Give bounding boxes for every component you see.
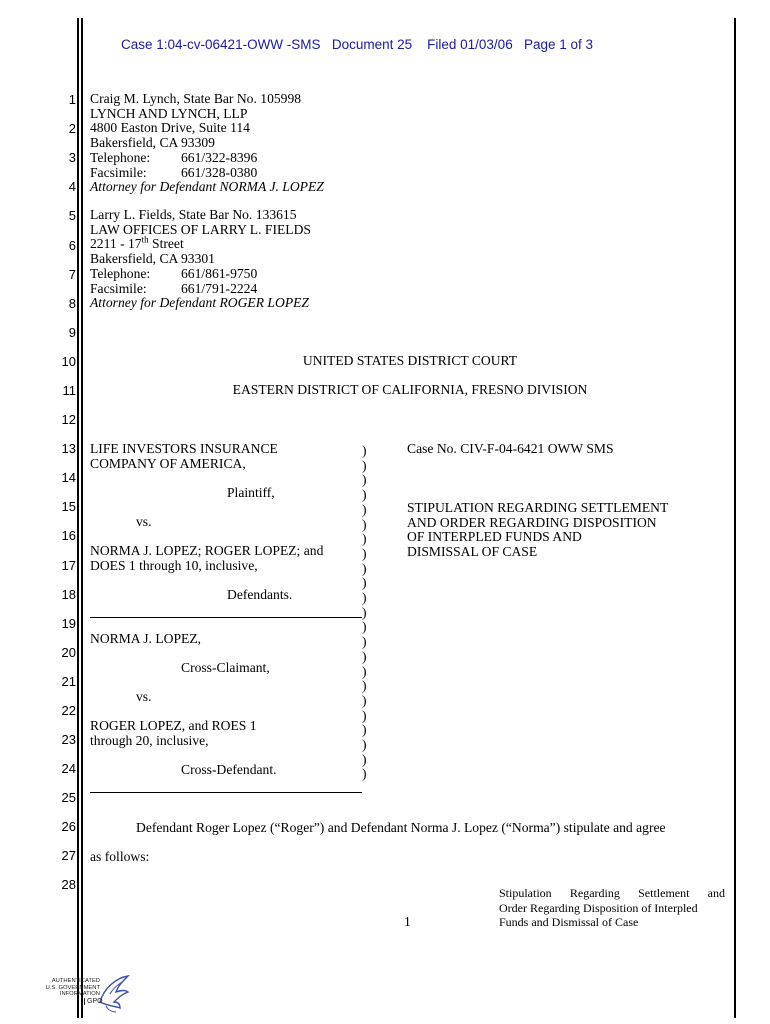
court-district: EASTERN DISTRICT OF CALIFORNIA, FRESNO DIVISION <box>232 382 588 397</box>
page-number: 1 <box>404 914 411 929</box>
seal-gpo: GPO <box>84 998 103 1005</box>
attorney-name: Craig M. Lynch, State Bar No. 105998 <box>90 91 302 106</box>
facsimile-number: 661/328-0380 <box>181 164 258 180</box>
city-address: Bakersfield, CA 93301 <box>90 251 215 267</box>
counsel-block-roger <box>90 208 311 311</box>
line-number: 23 <box>61 732 76 747</box>
document-title-line3: OF INTERPLED FUNDS AND <box>407 529 582 545</box>
case-number: Case 1:04-cv-06421-OWW -SMS <box>121 37 321 52</box>
facsimile-label: Facsimile: <box>90 164 147 180</box>
facsimile-number: 661/791-2224 <box>181 280 258 296</box>
line-number: 25 <box>61 790 76 805</box>
telephone-label: Telephone: <box>90 265 151 281</box>
versus-1: vs. <box>136 514 152 529</box>
attorney-role: Attorney for Defendant ROGER LOPEZ <box>90 295 309 311</box>
cross-claimant-name: NORMA J. LOPEZ, <box>90 631 202 646</box>
facsimile-label: Facsimile: <box>90 280 147 296</box>
line-number: 1 <box>68 92 76 107</box>
line-number: 7 <box>68 267 76 282</box>
line-number: 5 <box>68 208 76 223</box>
defendants-line2: DOES 1 through 10, inclusive, <box>90 558 258 573</box>
plaintiff-role: Plaintiff, <box>227 485 275 500</box>
document-number: Document 25 <box>331 37 413 52</box>
footer-document-title <box>499 886 725 930</box>
street-address <box>90 234 311 252</box>
line-number: 4 <box>68 179 76 194</box>
line-number: 11 <box>62 383 76 398</box>
street-address-name: Street <box>148 236 184 252</box>
body-paragraph: Defendant Roger Lopez (“Roger”) and Defendant Norma J. Lopez (“Norma”) stipulate and agree <box>136 820 666 835</box>
law-firm: LYNCH AND LYNCH, LLP <box>90 105 248 121</box>
left-margin-rule-1 <box>77 18 79 1018</box>
case-number-caption: Case No. CIV-F-04-6421 OWW SMS <box>407 441 614 456</box>
telephone-label: Telephone: <box>90 149 151 165</box>
plaintiff-name-line1: LIFE INVESTORS INSURANCE <box>90 441 278 456</box>
document-title <box>407 501 668 560</box>
footer-title-line1: Stipulation Regarding Settlement and <box>499 886 725 900</box>
line-number: 2 <box>68 121 76 136</box>
line-number: 28 <box>61 877 76 892</box>
defendants-line1: NORMA J. LOPEZ; ROGER LOPEZ; and <box>90 543 324 558</box>
gpo-authentication-seal <box>40 972 132 1016</box>
line-number: 27 <box>61 848 76 863</box>
line-number: 26 <box>61 819 76 834</box>
telephone-line <box>90 151 324 166</box>
line-number: 19 <box>61 616 76 631</box>
caption-rule-1 <box>90 617 362 618</box>
left-margin-rule-2 <box>81 18 83 1018</box>
caption-parentheses: ) ) ) ) ) ) ) ) ) ) ) ) ) ) ) ) ) ) ) ) ) ) ) <box>362 443 367 782</box>
line-number: 10 <box>61 354 76 369</box>
facsimile-line <box>90 166 324 181</box>
facsimile-line <box>90 282 311 297</box>
cross-defendant-role: Cross-Defendant. <box>181 762 277 777</box>
line-number: 22 <box>61 703 76 718</box>
seal-text <box>40 978 100 998</box>
line-number: 14 <box>61 470 76 485</box>
footer-title-line3: Funds and Dismissal of Case <box>499 915 639 929</box>
line-number: 17 <box>61 558 76 573</box>
line-number: 20 <box>61 645 76 660</box>
ordinal-suffix: th <box>141 234 149 245</box>
counsel-block-norma <box>90 92 324 195</box>
page-indicator: Page 1 of 3 <box>523 37 594 52</box>
city-address: Bakersfield, CA 93309 <box>90 135 215 151</box>
case-header <box>121 37 593 52</box>
line-number: 6 <box>68 238 76 253</box>
line-number: 16 <box>61 528 76 543</box>
telephone-number: 661/322-8396 <box>181 149 258 165</box>
line-number: 15 <box>61 499 76 514</box>
line-number: 9 <box>68 325 76 340</box>
seal-line2: U.S. GOVERNMENT <box>45 984 100 991</box>
seal-line3: INFORMATION <box>59 991 100 997</box>
defendants-role: Defendants. <box>227 587 293 602</box>
line-number: 18 <box>61 587 76 602</box>
seal-line1: AUTHENTICATED <box>51 978 100 984</box>
telephone-line <box>90 267 311 282</box>
court-name: UNITED STATES DISTRICT COURT <box>302 353 518 368</box>
attorney-name: Larry L. Fields, State Bar No. 133615 <box>90 207 297 222</box>
cross-defendant-line2: through 20, inclusive, <box>90 733 209 748</box>
cross-defendant-line1: ROGER LOPEZ, and ROES 1 <box>90 718 257 733</box>
attorney-role: Attorney for Defendant NORMA J. LOPEZ <box>90 179 324 195</box>
caption-rule-2 <box>90 792 362 793</box>
footer-title-line2: Order Regarding Disposition of Interpled <box>499 900 698 915</box>
cross-claimant-role: Cross-Claimant, <box>181 660 270 675</box>
document-title-line2: AND ORDER REGARDING DISPOSITION <box>407 514 657 530</box>
plaintiff-name-line2: COMPANY OF AMERICA, <box>90 456 246 471</box>
telephone-number: 661/861-9750 <box>181 265 258 281</box>
law-firm: LAW OFFICES OF LARRY L. FIELDS <box>90 221 311 237</box>
line-number: 8 <box>68 296 76 311</box>
line-number: 3 <box>68 150 76 165</box>
street-address-number: 2211 - 17 <box>90 236 142 252</box>
line-number: 13 <box>61 441 76 456</box>
right-margin-rule <box>734 18 736 1018</box>
line-number: 12 <box>61 412 76 427</box>
body-paragraph-continued: as follows: <box>90 849 150 864</box>
line-number: 21 <box>61 674 76 689</box>
document-title-line4: DISMISSAL OF CASE <box>407 544 538 560</box>
filed-date: Filed 01/03/06 <box>427 37 513 52</box>
document-title-line1: STIPULATION REGARDING SETTLEMENT <box>407 500 669 515</box>
line-number: 24 <box>61 761 76 776</box>
street-address: 4800 Easton Drive, Suite 114 <box>90 120 250 136</box>
versus-2: vs. <box>136 689 152 704</box>
